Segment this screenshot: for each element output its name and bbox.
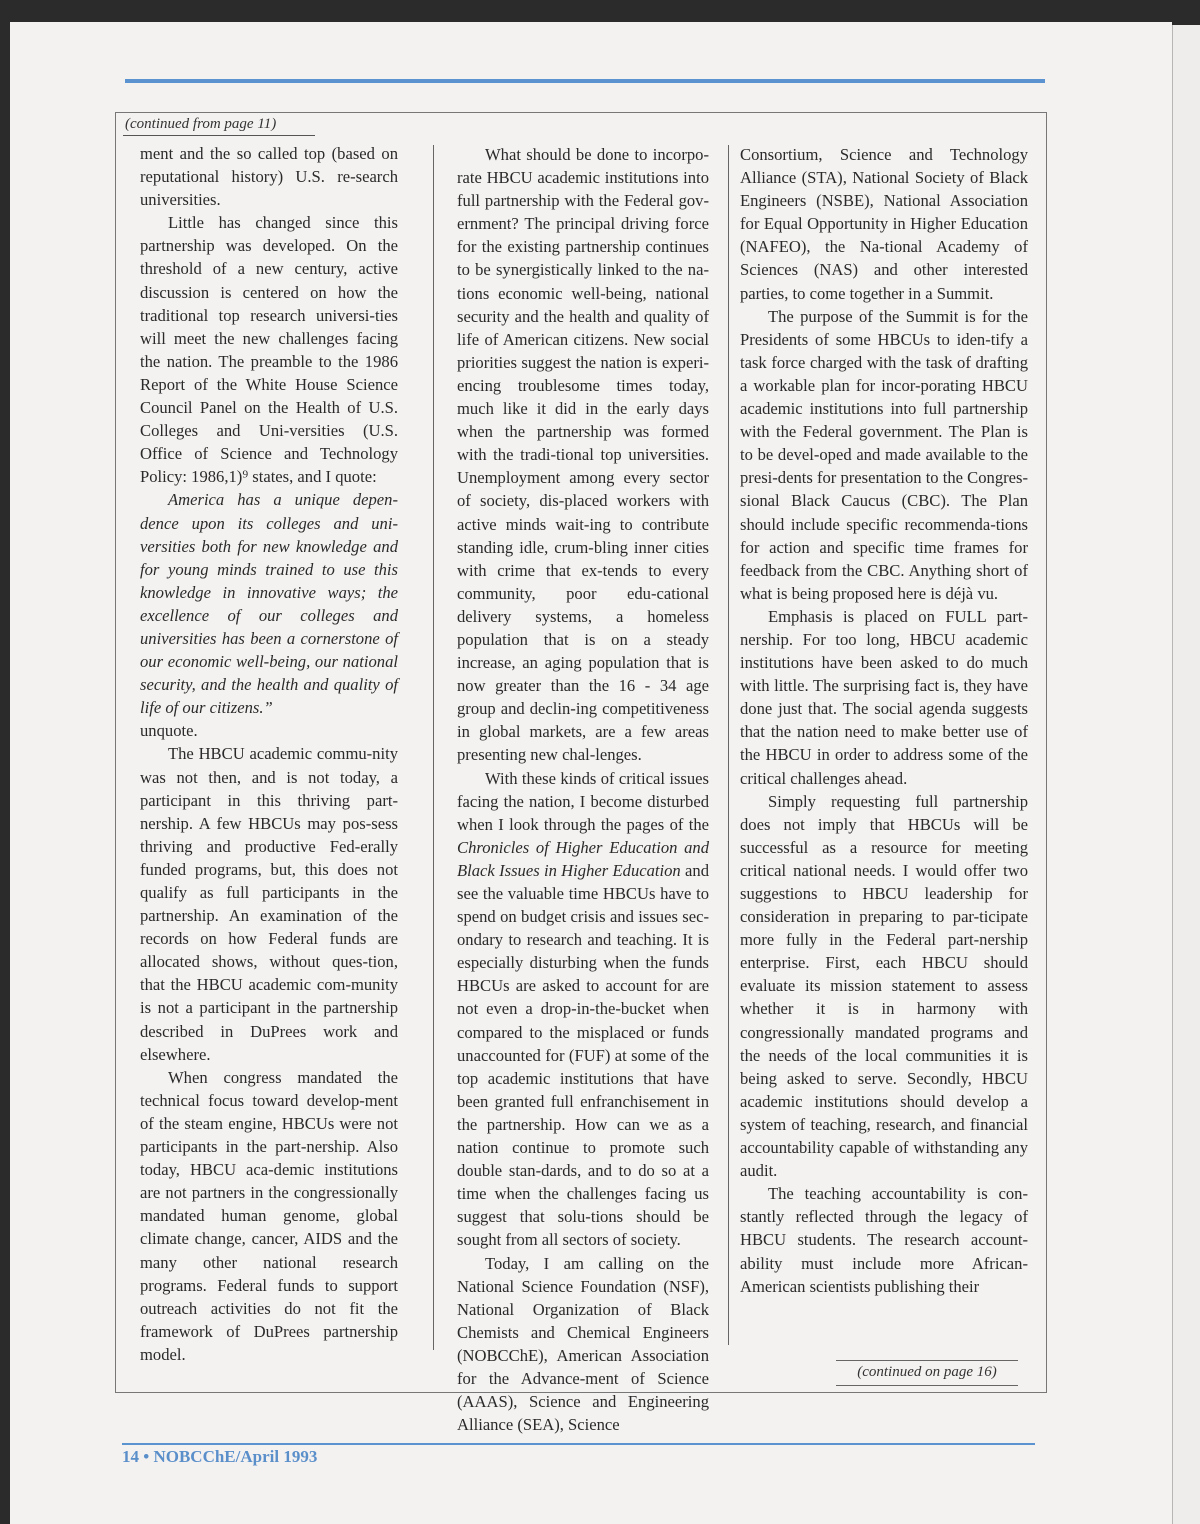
header-rule — [125, 79, 1045, 83]
paragraph: The HBCU academic commu-nity was not then, and is not today, a participant in this thriving part-nership. A few HBCUs may pos-sess thriving and productive Fed-erally funded programs, but, this does not qualify as full participants in the partnership. An examination of the records on how Federal funds are allocated shows, without ques-tion, that the HBCU academic com-munity is not a participant in the partnership described in DuPrees work and elsewhere. — [140, 744, 398, 1064]
article-column-3 — [740, 143, 1028, 1298]
article-column-1 — [140, 142, 398, 1366]
column-divider — [728, 145, 729, 1345]
column-divider — [433, 145, 434, 1350]
paragraph: Simply requesting full partnership does not imply that HBCUs will be successful as a resource for meeting critical national needs. I would offer two suggestions to HBCU leadership for consideration in preparing to par-ticipate more fully in the Federal part-nership enterprise. First, each HBCU should evaluate its mission statement to assess whether it is in harmony with congressionally mandated programs and the needs of the local communities it is being asked to serve. Secondly, HBCU academic institutions should develop a system of teaching, research, and financial accountability capable of withstanding any audit. — [740, 791, 1028, 1181]
paragraph-text: and see the valuable time HBCUs have to spend on budget crisis and issues sec-ondary to research and teaching. It is especially disturbing when the funds HBCUs are asked to account for are not even a drop-in-the-bucket when compared to the misplaced or funds unaccounted for (FUF) at some of the top academic institutions that have been granted full enfranchisement in the partnership. How can we as a nation continue to promote such double stan-dards, and to do so at a time when the challenges facing us suggest that solu-tions should be sought from all sectors of society. — [457, 860, 709, 1250]
paragraph: What should be done to incorpo-rate HBCU academic institutions into full partnership with the Federal gov-ernment? The principal driving force for the existing partnership continues to be synergistically linked to the na-tions economic well-being, national security and the health and quality of life of American citizens. New social priorities suggest the nation is experi-encing troublesome times today, much like it did in the early days when the partnership was formed with the tradi-tional top universities. Unemployment among every sector of society, dis-placed workers with active minds wait-ing to contribute standing idle, crum-bling inner cities with crime that ex-tends to every community, poor edu-cational delivery systems, a homeless population that is on a steady increase, an aging population that is now greater than the 16 - 34 age group and declin-ing competitiveness in global markets, are a few areas presenting new chal-lenges. — [457, 145, 709, 765]
continued-from-note: (continued from page 11) — [123, 114, 315, 136]
quote-text: America has a unique depen-dence upon its colleges and uni-versities both for new knowledge and for young minds trained to use this knowledge in innovative ways; the excellence of our colleges and universities has been a cornerstone of our economic well-being, our national security, and the health and quality of life of our citizens.” — [140, 490, 398, 718]
paragraph: Emphasis is placed on FULL part-nership. For too long, HBCU academic institutions have been asked to do much with little. The surprising fact is, they have done just that. The social agenda suggests that the nation need to make better use of the HBCU in order to address some of the critical challenges ahead. — [740, 606, 1028, 788]
paragraph: ment and the so called top (based on reputational history) U.S. re-search universities. — [140, 144, 398, 210]
footer-rule — [122, 1443, 1035, 1445]
paragraph: Consortium, Science and Technology Alliance (STA), National Society of Black Engineers (NSBE), National Association for Equal Opportunity in Higher Education (NAFEO), the Na-tional Academy of Sciences (NAS) and other interested parties, to come together in a Summit. — [740, 145, 1028, 303]
paragraph: When congress mandated the technical focus toward develop-ment of the steam engine, HBCUs were not participants in the part-nership. Also today, HBCU aca-demic institutions are not partners in the congressionally mandated human genome, global climate change, cancer, AIDS and the many other national research programs. Federal funds to support outreach activities do not fit the framework of DuPrees partnership model. — [140, 1067, 398, 1364]
block-quote — [140, 488, 398, 719]
paragraph-text: With these kinds of critical issues facing the nation, I become disturbed when I look through the pages of the — [457, 768, 709, 834]
paragraph — [457, 767, 709, 1252]
page-footer: 14 • NOBCChE/April 1993 — [122, 1447, 318, 1466]
paragraph: Today, I am calling on the National Science Foundation (NSF), National Organization of Black Chemists and Chemical Engineers (NOBCChE), American Association for the Advance-ment of Science (AAAS), Science and Engineering Alliance (SEA), Science — [457, 1253, 709, 1435]
continued-on-note: (continued on page 16) — [836, 1360, 1018, 1386]
paragraph: The teaching accountability is con-stantly reflected through the legacy of HBCU students. The research account-ability must include more African-American scientists publishing their — [740, 1184, 1028, 1296]
publication-titles: Chronicles of Higher Education and Black Issues in Higher Education — [457, 837, 709, 880]
adjacent-page-edge — [1172, 25, 1200, 1524]
quote-end: unquote. — [140, 721, 198, 741]
article-column-2 — [457, 143, 709, 1436]
paragraph: Little has changed since this partnership was developed. On the threshold of a new century, active discussion is centered on how the traditional top research universi-ties will meet the new challenges facing the nation. The preamble to the 1986 Report of the White House Science Council Panel on the Health of U.S. Colleges and Uni-versities (U.S. Office of Science and Technology Policy: 1986,1)⁹ states, and I quote: — [140, 213, 398, 487]
paragraph: The purpose of the Summit is for the Presidents of some HBCUs to iden-tify a task force charged with the task of drafting a workable plan for incor-porating HBCU academic institutions into full partnership with the Federal government. The Plan is to be devel-oped and made available to the presi-dents for presentation to the Congres-sional Black Caucus (CBC). The Plan should include specific recommenda-tions for action and specific time frames for feedback from the CBC. Anything short of what is being proposed here is déjà vu. — [740, 306, 1029, 603]
